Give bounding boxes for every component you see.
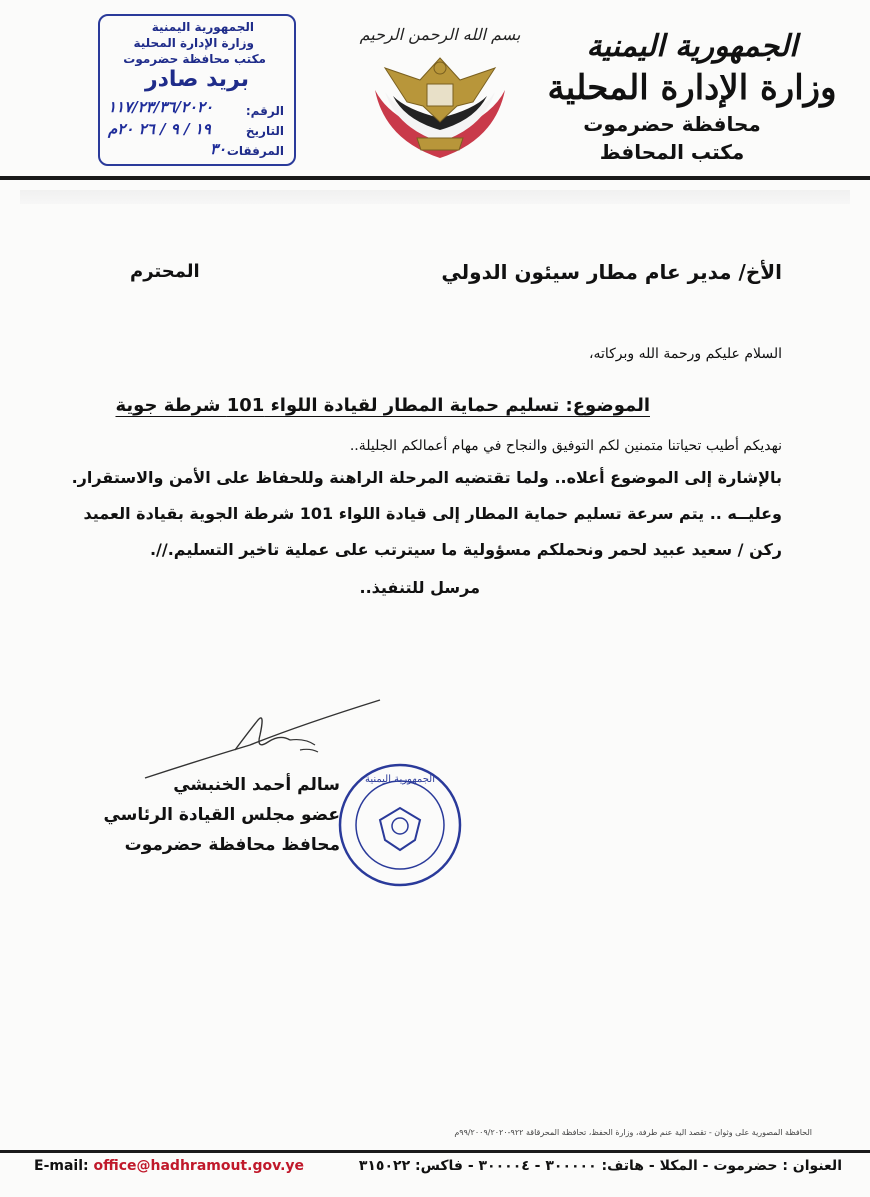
letterhead-governorate: محافظة حضرموت	[583, 112, 761, 136]
signatory-title-governor: محافظ محافظة حضرموت	[124, 835, 340, 855]
greeting: السلام عليكم ورحمة الله وبركاته،	[588, 346, 782, 362]
yemen-emblem-icon	[355, 10, 525, 170]
stamp-attachments-value: ٣٠	[210, 140, 227, 158]
letterhead-right	[542, 28, 842, 166]
footer-email-link[interactable]: office@hadhramout.gov.ye	[93, 1158, 305, 1174]
header-divider	[0, 176, 870, 180]
closing-line: مرسل للتنفيذ..	[359, 578, 480, 597]
signatory-block	[103, 770, 340, 860]
paragraph-instruction-cont: ركن / سعيد عبيد لحمر ونحملكم مسؤولية ما سيترتب على عملية تاخير التسليم.//.	[149, 540, 782, 559]
footer	[0, 1158, 870, 1184]
stamp-title: بريد صادر	[144, 67, 250, 92]
letterhead-office: مكتب المحافظ	[599, 140, 745, 164]
footer-divider	[0, 1150, 870, 1153]
footer-email	[34, 1158, 304, 1174]
outgoing-mail-stamp	[98, 14, 296, 166]
stamp-office: مكتب محافظة حضرموت	[123, 52, 266, 66]
addressee: الأخ/ مدير عام مطار سيئون الدولي	[441, 260, 782, 284]
footer-email-label: E-mail:	[34, 1158, 94, 1174]
footer-address: العنوان : حضرموت - المكلا - هاتف: ٣٠٠٠٠٠ - ٣٠٠٠٠٤ - فاكس: ٣١٥٠٢٢	[358, 1158, 842, 1174]
stamp-ministry: وزارة الإدارة المحلية	[133, 36, 254, 50]
subject-line: الموضوع: تسليم حماية المطار لقيادة اللواء 101 شرطة جوية	[115, 395, 650, 416]
stamp-republic: الجمهورية اليمنية	[151, 20, 254, 34]
respect-term: المحترم	[130, 261, 200, 282]
paragraph-instruction: وعليــه .. يتم سرعة تسليم حماية المطار إلى قيادة اللواء 101 شرطة الجوية بقيادة العميد	[83, 504, 782, 523]
footer-fine-print: الحافظة المصورية على وثوان - تقصد الية عنم طرفة، وزارة الحفظ، تحافظة المحرقاقة ٩٢٢-٩٩/٢٠٠٩/٢٠٢٠م	[454, 1128, 812, 1137]
signatory-title-council: عضو مجلس القيادة الرئاسي	[103, 805, 340, 825]
paragraph-reference: بالإشارة إلى الموضوع أعلاه.. ولما تقتضيه المرحلة الراهنة وللحفاظ على الأمن والاستقرار.	[71, 468, 782, 487]
paragraph-intro: نهديكم أطيب تحياتنا متمنين لكم التوفيق والنجاح في مهام أعمالكم الجليلة..	[349, 438, 782, 454]
header-shadow-band	[20, 190, 850, 204]
signatory-name: سالم أحمد الخنبشي	[173, 775, 340, 795]
stamp-attachments-label: المرفقات	[226, 144, 284, 158]
basmala-text: بسم الله الرحمن الرحيم	[359, 25, 521, 44]
stamp-number-value: ١١٧/٢٣/٣٦/٢٠٢٠	[108, 98, 214, 116]
seal-text: الجمهورية اليمنية	[364, 774, 436, 785]
stamp-number-label: الرقم:	[245, 104, 284, 118]
stamp-date-value: ١٩ / ٩ / ٢٦ ٢٠م	[108, 120, 211, 138]
letterhead-republic: الجمهورية اليمنية	[586, 29, 798, 64]
stamp-date-label: التاريخ	[245, 124, 284, 138]
letterhead-ministry: وزارة الإدارة المحلية	[547, 68, 837, 108]
official-seal	[335, 760, 465, 890]
